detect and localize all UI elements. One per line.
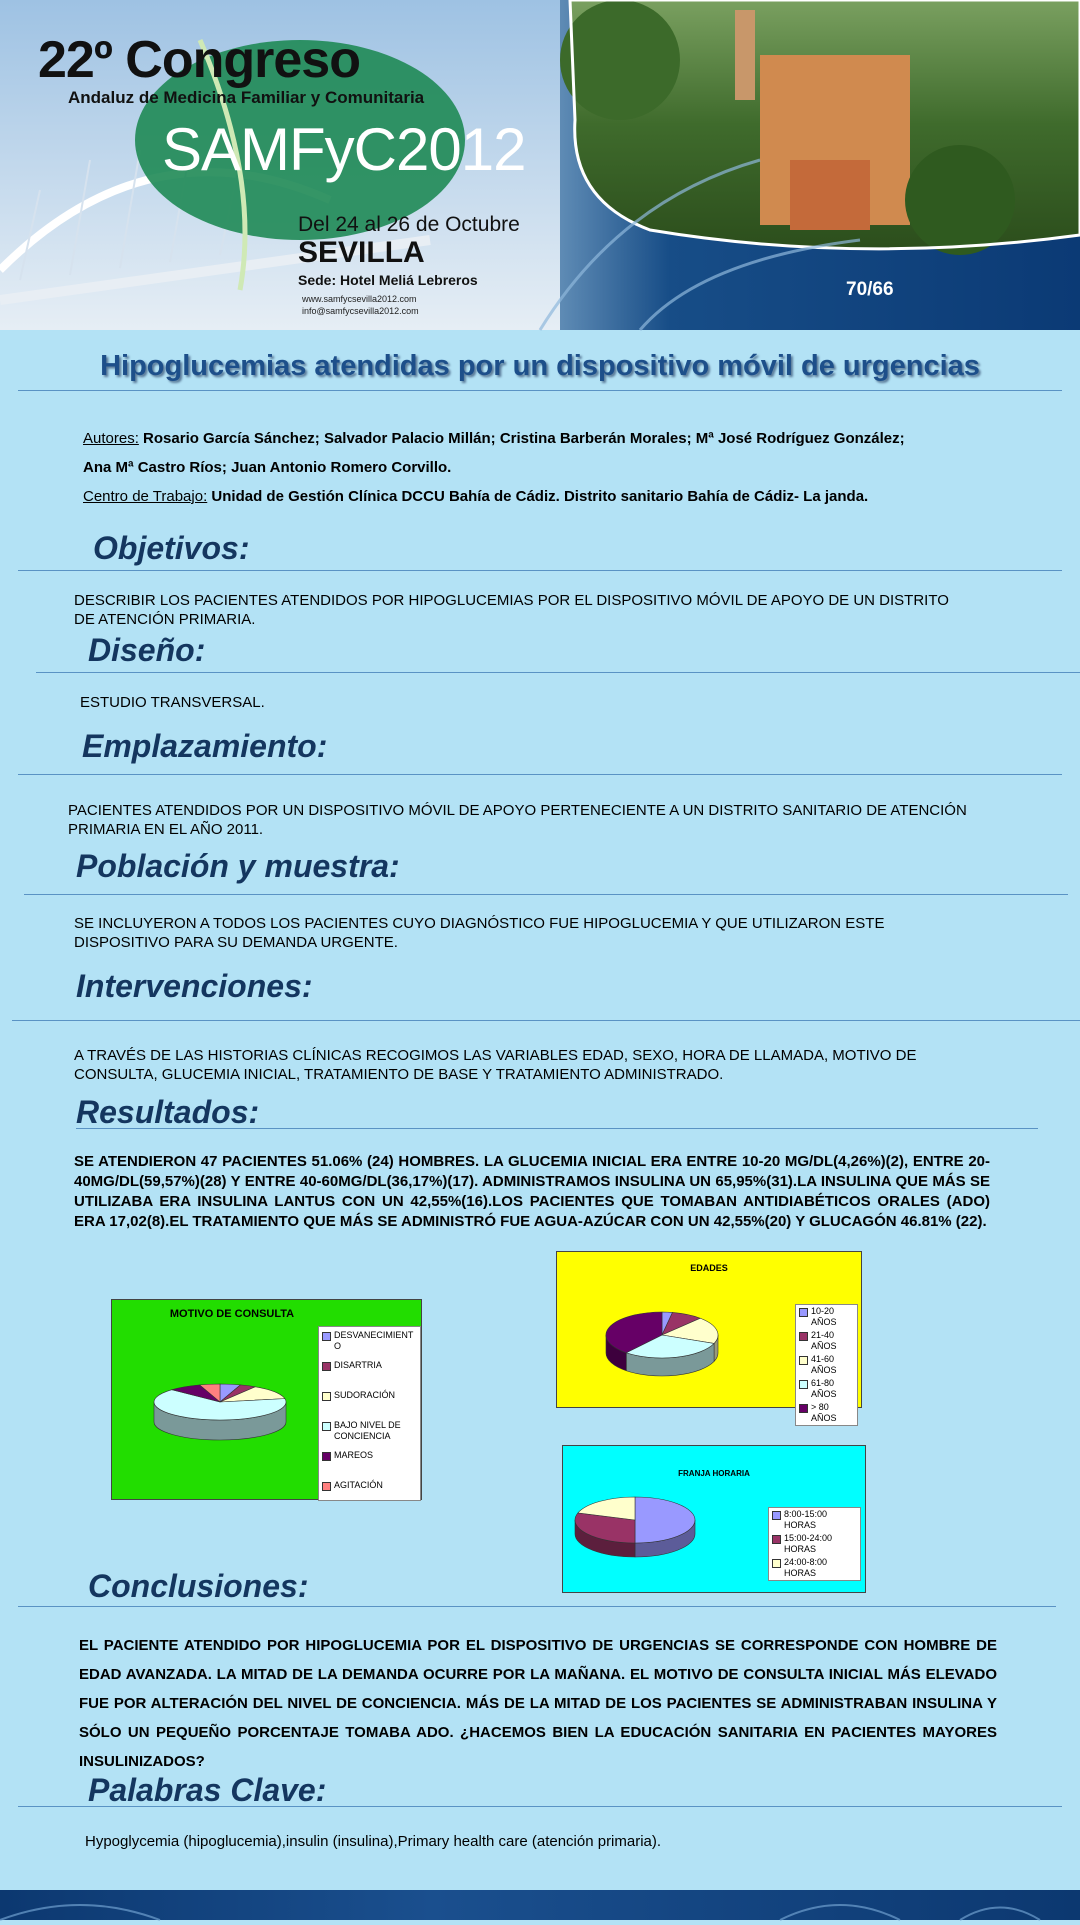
legend-item bbox=[796, 1401, 857, 1425]
chart-franja-title: FRANJA HORARIA bbox=[678, 1469, 750, 1478]
section-title-palabras: Palabras Clave: bbox=[88, 1772, 327, 1808]
legend-swatch bbox=[772, 1535, 781, 1544]
text-intervenciones: A TRAVÉS DE LAS HISTORIAS CLÍNICAS RECOGIMOS LAS VARIABLES EDAD, SEXO, HORA DE LLAMADA, MOTIVO DE CONSULTA, GLUCEMIA INICIAL, TRATAMIENTO DE BASE Y TRATAMIENTO ADMINISTRADO. bbox=[74, 1047, 917, 1083]
poster-code: 70/66 bbox=[846, 279, 894, 300]
section-title-diseno: Diseño: bbox=[88, 632, 206, 668]
text-objetivos: DESCRIBIR LOS PACIENTES ATENDIDOS POR HIPOGLUCEMIAS POR EL DISPOSITIVO MÓVIL DE APOYO DE UN DISTRITO DE ATENCIÓN PRIMARIA. bbox=[74, 592, 949, 628]
legend-label: 15:00-24:00 HORAS bbox=[784, 1533, 833, 1554]
legend-swatch bbox=[799, 1404, 808, 1413]
authors-names-1: Rosario García Sánchez; Salvador Palacio Millán; Cristina Barberán Morales; Mª José Rodríguez González; bbox=[143, 430, 905, 447]
tree-right bbox=[905, 145, 1015, 255]
legend-item bbox=[319, 1449, 420, 1479]
rule-objetivos bbox=[18, 570, 1062, 571]
work-center-label: Centro de Trabajo: bbox=[83, 488, 208, 505]
chart-franja-horaria bbox=[562, 1445, 866, 1593]
header-banner bbox=[0, 0, 1080, 330]
footer-pattern bbox=[0, 1890, 1080, 1920]
rule-diseno bbox=[36, 672, 1080, 673]
work-center-name: Unidad de Gestión Clínica DCCU Bahía de Cádiz. Distrito sanitario Bahía de Cádiz- La janda. bbox=[211, 488, 869, 505]
chart-motivo-legend bbox=[318, 1326, 421, 1501]
legend-swatch bbox=[799, 1308, 808, 1317]
legend-item bbox=[319, 1389, 420, 1419]
legend-label: 21-40 AÑOS bbox=[811, 1330, 837, 1351]
work-center-line bbox=[83, 488, 868, 505]
legend-item bbox=[319, 1419, 420, 1449]
legend-swatch bbox=[322, 1452, 331, 1461]
legend-label: 10-20 AÑOS bbox=[811, 1306, 837, 1327]
legend-label: BAJO NIVEL DE CONCIENCIA bbox=[334, 1420, 401, 1441]
section-title-objetivos: Objetivos: bbox=[93, 530, 250, 566]
chart-edades bbox=[556, 1251, 862, 1423]
section-title-intervenciones: Intervenciones: bbox=[76, 968, 313, 1004]
legend-label: AGITACIÓN bbox=[334, 1480, 383, 1490]
legend-label: DESVANECIMIENT O bbox=[334, 1330, 414, 1351]
congress-subtitle: Andaluz de Medicina Familiar y Comunitaria bbox=[68, 88, 425, 107]
palace-pavilion bbox=[790, 160, 870, 230]
text-poblacion: SE INCLUYERON A TODOS LOS PACIENTES CUYO DIAGNÓSTICO FUE HIPOGLUCEMIA Y QUE UTILIZARON ESTE DISPOSITIVO PARA SU DEMANDA URGENTE. bbox=[74, 915, 885, 951]
legend-swatch bbox=[322, 1422, 331, 1431]
legend-item bbox=[769, 1532, 860, 1556]
section-title-conclusiones: Conclusiones: bbox=[88, 1568, 309, 1604]
legend-swatch bbox=[772, 1511, 781, 1520]
legend-swatch bbox=[799, 1332, 808, 1341]
rule-intervenciones bbox=[12, 1020, 1080, 1021]
tree-left bbox=[560, 0, 680, 120]
legend-label: 8:00-15:00 HORAS bbox=[784, 1509, 828, 1530]
legend-item bbox=[769, 1556, 860, 1580]
congress-title: 22º Congreso bbox=[38, 31, 360, 89]
text-diseno: ESTUDIO TRANSVERSAL. bbox=[80, 694, 265, 711]
rule-resultados bbox=[76, 1128, 1038, 1129]
text-conclusiones: EL PACIENTE ATENDIDO POR HIPOGLUCEMIA POR EL DISPOSITIVO DE URGENCIAS SE CORRESPONDE CON HOMBRE DE EDAD AVANZADA. LA MITAD DE LA DEMANDA OCURRE POR LA MAÑANA. EL MOTIVO DE CONSULTA INICIAL MÁS ELEVADO FUE POR ALTERACIÓN DEL NIVEL DE CONCIENCIA. MÁS DE LA MITAD DE LOS PACIENTES SE ADMINISTRABAN INSULINA Y SÓLO UN PEQUEÑO PORCENTAJE TOMABA ADO. ¿HACEMOS BIEN LA EDUCACIÓN SANITARIA EN PACIENTES MAYORES INSULINIZADOS? bbox=[79, 1637, 997, 1770]
legend-item bbox=[796, 1353, 857, 1377]
deco-arc-2 bbox=[640, 240, 860, 330]
legend-item bbox=[796, 1377, 857, 1401]
legend-item bbox=[769, 1508, 860, 1532]
legend-item bbox=[796, 1305, 857, 1329]
legend-swatch bbox=[322, 1332, 331, 1341]
section-title-poblacion: Población y muestra: bbox=[76, 848, 400, 884]
chart-franja-legend bbox=[768, 1507, 861, 1581]
chart-motivo-title: MOTIVO DE CONSULTA bbox=[169, 1308, 295, 1320]
legend-item bbox=[319, 1479, 420, 1509]
legend-swatch bbox=[799, 1380, 808, 1389]
legend-label: 24:00-8:00 HORAS bbox=[784, 1557, 828, 1578]
congress-dates: Del 24 al 26 de Octubre bbox=[298, 213, 520, 236]
rule-palabras bbox=[18, 1806, 1062, 1807]
congress-city: SEVILLA bbox=[298, 236, 425, 269]
congress-web[interactable]: www.samfycsevilla2012.com bbox=[302, 294, 417, 304]
authors-label: Autores: bbox=[83, 430, 139, 447]
footer-band bbox=[0, 1890, 1080, 1920]
authors-line-2: Ana Mª Castro Ríos; Juan Antonio Romero Corvillo. bbox=[83, 459, 452, 476]
legend-item bbox=[796, 1329, 857, 1353]
text-palabras: Hypoglycemia (hipoglucemia),insulin (insulina),Primary health care (atención primaria). bbox=[85, 1833, 662, 1850]
legend-label: 61-80 AÑOS bbox=[811, 1378, 837, 1399]
rule-conclusiones bbox=[18, 1606, 1056, 1607]
legend-label: MAREOS bbox=[334, 1450, 374, 1460]
text-resultados: SE ATENDIERON 47 PACIENTES 51.06% (24) HOMBRES. LA GLUCEMIA INICIAL ERA ENTRE 10-20 MG/DL(4,26%)(2), ENTRE 20-40MG/DL(59,57%)(28) Y ENTRE 40-60MG/DL(36,17%)(17). ADMINISTRAMOS INSULINA UN 65,95%(31).LA INSULINA QUE MÁS SE UTILIZABA ERA INSULINA LANTUS CON UN 42,55%(16).LOS PACIENTES QUE TOMABAN ANTIDIABÉTICOS ORALES (ADO) ERA 17,02(8).EL TRATAMIENTO QUE MÁS SE ADMINISTRÓ FUE AGUA-AZÚCAR CON UN 42,55%(20) Y GLUCAGÓN 46.81% (22). bbox=[74, 1153, 990, 1230]
poster-title: Hipoglucemias atendidas por un dispositivo móvil de urgencias bbox=[100, 350, 980, 382]
section-title-emplazamiento: Emplazamiento: bbox=[82, 728, 328, 764]
legend-swatch bbox=[322, 1392, 331, 1401]
samfyc-logo: SAMFyC2012 bbox=[162, 116, 526, 183]
congress-venue: Sede: Hotel Meliá Lebreros bbox=[298, 272, 478, 288]
chart-edades-title: EDADES bbox=[690, 1263, 728, 1273]
legend-swatch bbox=[799, 1356, 808, 1365]
legend-item bbox=[319, 1329, 420, 1359]
rule-poblacion bbox=[24, 894, 1068, 895]
chart-edades-legend bbox=[795, 1304, 858, 1426]
legend-label: > 80 AÑOS bbox=[811, 1402, 837, 1423]
legend-label: DISARTRIA bbox=[334, 1360, 382, 1370]
chart-motivo-consulta bbox=[111, 1299, 422, 1500]
legend-swatch bbox=[322, 1482, 331, 1491]
rule-emplazamiento bbox=[18, 774, 1062, 775]
legend-item bbox=[319, 1359, 420, 1389]
congress-email[interactable]: info@samfycsevilla2012.com bbox=[302, 306, 419, 316]
authors-line-1 bbox=[83, 430, 905, 447]
legend-swatch bbox=[322, 1362, 331, 1371]
legend-label: 41-60 AÑOS bbox=[811, 1354, 837, 1375]
title-rule bbox=[18, 390, 1062, 391]
section-title-resultados: Resultados: bbox=[76, 1094, 260, 1130]
legend-label: SUDORACIÓN bbox=[334, 1390, 396, 1400]
palace-tower bbox=[735, 10, 755, 100]
text-emplazamiento: PACIENTES ATENDIDOS POR UN DISPOSITIVO MÓVIL DE APOYO PERTENECIENTE A UN DISTRITO SANITARIO DE ATENCIÓN PRIMARIA EN EL AÑO 2011. bbox=[68, 802, 967, 838]
legend-swatch bbox=[772, 1559, 781, 1568]
